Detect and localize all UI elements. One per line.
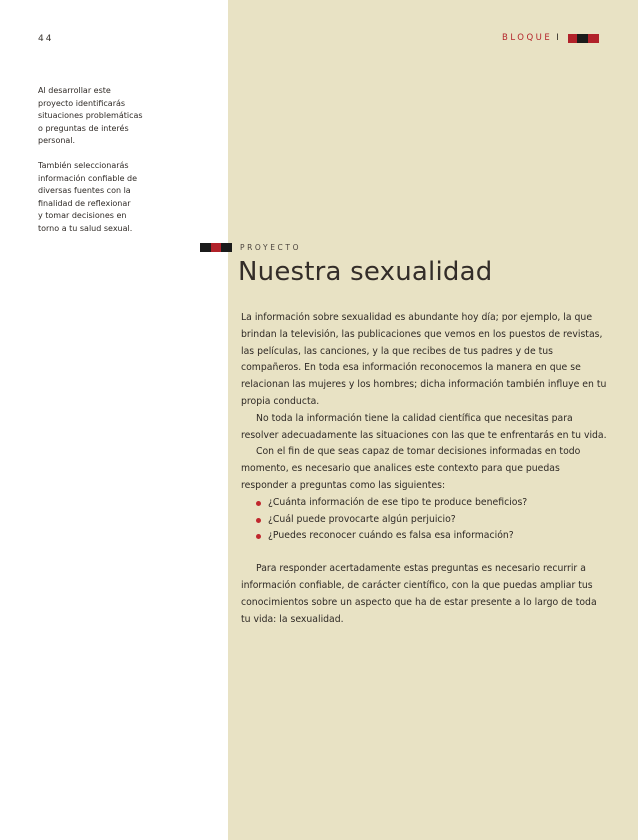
section-label: PROYECTO xyxy=(240,243,302,252)
bar-red xyxy=(568,34,577,43)
page-number: 44 xyxy=(38,34,54,44)
bar-black xyxy=(221,243,232,252)
bullet-dot-icon xyxy=(256,518,261,523)
bullet-dot-icon xyxy=(256,501,261,506)
bloque-numeral: I xyxy=(556,33,562,43)
body-text xyxy=(241,310,607,628)
bloque-label xyxy=(502,33,561,43)
bullet-dot-icon xyxy=(256,534,261,539)
section-decorative-bars xyxy=(200,243,232,252)
page-title: Nuestra sexualidad xyxy=(238,257,493,287)
bar-red xyxy=(211,243,221,252)
sidebar-note-2: También seleccionarás información confiable de diversas fuentes con la finalidad de reflexionar y tomar decisiones en torno a tu salud sexual. xyxy=(38,161,138,233)
question-list xyxy=(241,495,607,545)
list-item: ¿Cuánta información de ese tipo te produce beneficios? xyxy=(256,495,607,512)
sidebar-note-1: Al desarrollar este proyecto identificarás situaciones problemáticas o preguntas de interés personal. xyxy=(38,86,143,146)
header-decorative-bars xyxy=(568,34,599,43)
paragraph: Con el fin de que seas capaz de tomar decisiones informadas en todo momento, es necesario que analices este contexto para que puedas responder a preguntas como las siguientes: xyxy=(241,446,581,491)
bar-red xyxy=(588,34,599,43)
list-item: ¿Puedes reconocer cuándo es falsa esa información? xyxy=(256,528,607,545)
bar-black xyxy=(200,243,211,252)
paragraph: Para responder acertadamente estas preguntas es necesario recurrir a información confiable, de carácter científico, con la que puedas ampliar tus conocimientos sobre un aspecto que ha de estar presente a lo largo de toda tu vida: la sexualidad. xyxy=(241,563,597,625)
bar-black xyxy=(577,34,588,43)
paragraph-spacer xyxy=(241,545,607,561)
paragraph: No toda la información tiene la calidad científica que necesitas para resolver adecuadamente las situaciones con las que te enfrentarás en tu vida. xyxy=(241,412,607,441)
paragraph: La información sobre sexualidad es abundante hoy día; por ejemplo, la que brindan la televisión, las publicaciones que vemos en los puestos de revistas, las películas, las canciones, y la que recibes de tus padres y de tus compañeros. En toda esa información reconocemos la manera en que se relacionan las mujeres y los hombres; dicha información también influye en tu propia conducta. xyxy=(241,312,607,407)
list-item: ¿Cuál puede provocarte algún perjuicio? xyxy=(256,512,607,529)
bloque-text: BLOQUE xyxy=(502,33,553,43)
